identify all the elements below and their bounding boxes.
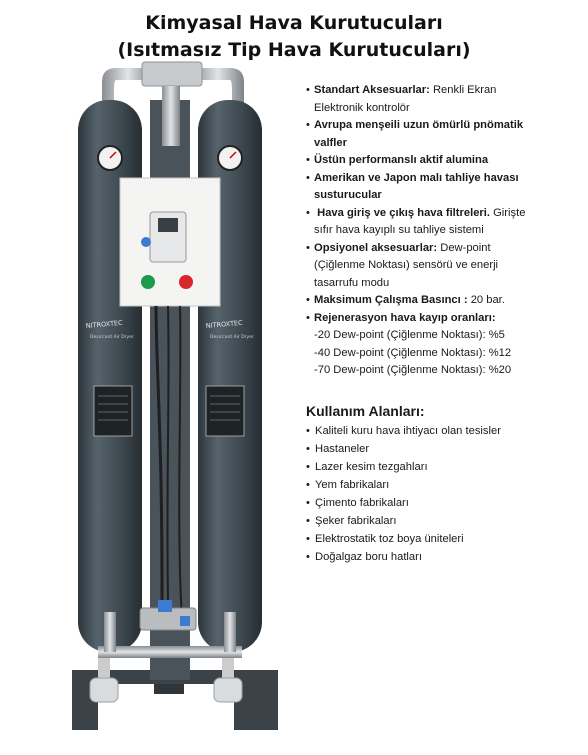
regen-row: -20 Dew-point (Çiğlenme Noktası): %5: [314, 329, 505, 341]
spec-item-activated-alumina: • Üstün performanslı aktif alumina: [306, 154, 489, 166]
right-name-plate: [206, 386, 244, 436]
spec-item-pneumatic-valves: • Avrupa menşeili uzun ömürlü pnömatik valfler: [306, 119, 524, 149]
usage-title: Kullanım Alanları:: [306, 403, 425, 419]
green-button: [141, 275, 155, 289]
list-item: • Yem fabrikaları: [306, 479, 390, 491]
page-title-line-2: (Isıtmasız Tip Hava Kurutucuları): [117, 39, 471, 61]
page-title-line-1: Kimyasal Hava Kurutucuları: [145, 12, 443, 34]
list-item: • Hastaneler: [306, 443, 370, 455]
left-name-plate: [94, 386, 132, 436]
list-item: • Şeker fabrikaları: [306, 515, 397, 527]
page-title: [0, 10, 588, 64]
svg-text:NITROXTEC: NITROXTEC: [85, 318, 123, 330]
left-pressure-gauge: [98, 146, 122, 170]
svg-text:NITROXTEC: NITROXTEC: [205, 318, 243, 330]
spec-item-optional-accessories: • Opsiyonel aksesuarlar: Dew-point (Çiğlenme Noktası) sensörü ve enerji tasarrufu modu: [306, 241, 499, 289]
spec-item-max-pressure: • Maksimum Çalışma Basıncı : 20 bar.: [306, 294, 505, 306]
svg-text:Desiccant Air Dryer: Desiccant Air Dryer: [90, 335, 134, 340]
svg-text:Desiccant Air Dryer: Desiccant Air Dryer: [210, 335, 254, 340]
list-item: • Elektrostatik toz boya üniteleri: [306, 533, 464, 545]
regen-row: -70 Dew-point (Çiğlenme Noktası): %20: [314, 364, 512, 376]
list-item: • Doğalgaz boru hatları: [306, 551, 422, 563]
desiccant-air-dryer-illustration: [58, 60, 290, 736]
spec-list: [306, 82, 578, 380]
spec-item-standard-accessories: • Standart Aksesuarlar: Renkli Ekran Elektronik kontrolör: [306, 84, 497, 114]
right-silencer: [214, 658, 242, 702]
list-item: • Lazer kesim tezgahları: [306, 461, 428, 473]
spec-item-regeneration-loss: • Rejenerasyon hava kayıp oranları:: [306, 311, 496, 324]
regen-row: -40 Dew-point (Çiğlenme Noktası): %12: [314, 346, 512, 359]
usage-list: [306, 422, 578, 566]
bottom-manifold: [98, 646, 242, 658]
spec-item-air-filters: • Hava giriş ve çıkış hava filtreleri. Girişte sıfır hava kayıplı su tahliye sistemi: [306, 206, 526, 236]
top-valve-block: [142, 62, 202, 86]
red-button: [179, 275, 193, 289]
list-item: • Çimento fabrikaları: [306, 497, 409, 509]
right-pressure-gauge: [218, 146, 242, 170]
left-silencer: [90, 658, 118, 702]
spec-item-silencers: • Amerikan ve Japon malı tahliye havası susturucular: [306, 171, 519, 201]
list-item: • Kaliteli kuru hava ihtiyacı olan tesisler: [306, 425, 501, 437]
